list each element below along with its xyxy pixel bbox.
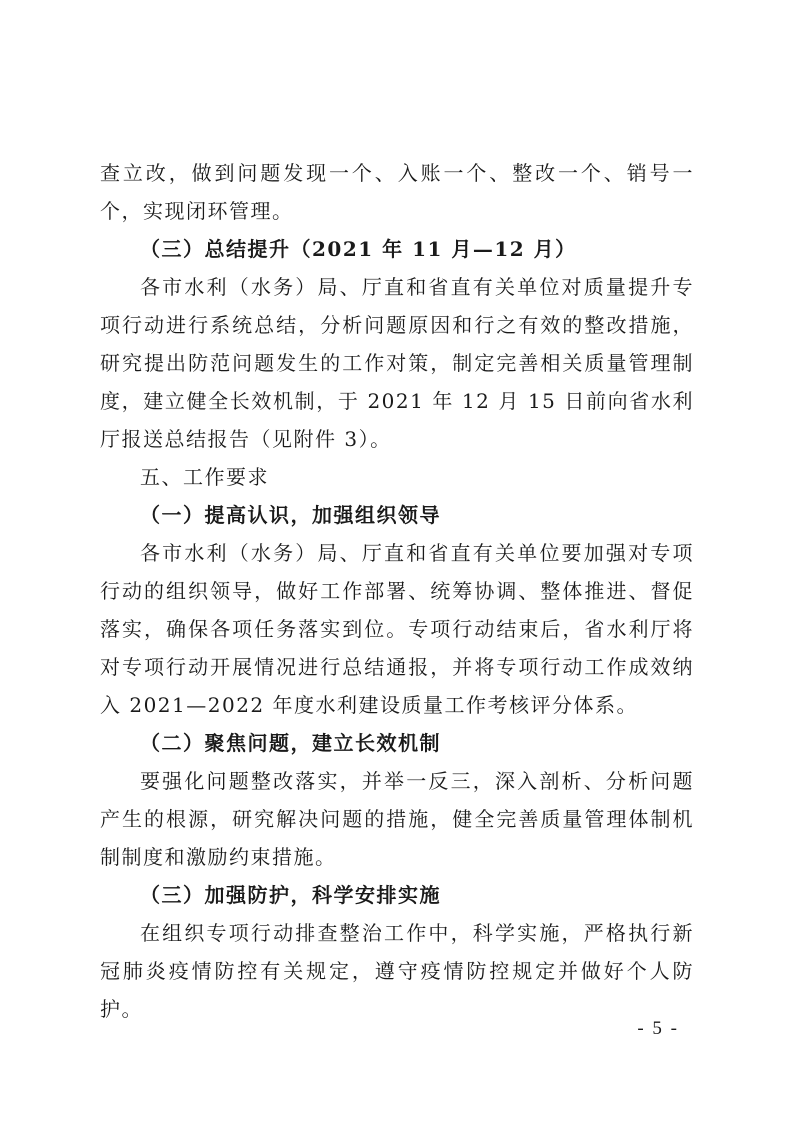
paragraph-organization-leadership: 各市水利（水务）局、厅直和省直有关单位要加强对专项行动的组织领导，做好工作部署、统筹协调、整体推进、督促落实，确保各项任务落实到位。专项行动结束后，省水利厅将对专项行动开展情况进行总结通报，并将专项行动工作成效纳入 2021—2022 年度水利建设质量工作考核评分体系。 (100, 541, 694, 717)
paragraph-summary: 各市水利（水务）局、厅直和省直有关单位对质量提升专项行动进行系统总结，分析问题原因和行之有效的整改措施，研究提出防范问题发生的工作对策，制定完善相关质量管理制度，建立健全长效机制，于 2021 年 12 月 15 日前向省水利厅报送总结报告（见附件 3）。 (100, 275, 694, 451)
page-number: - 5 - (637, 1018, 679, 1039)
subheading-summary-improvement: （三）总结提升（2021 年 11 月—12 月） (140, 237, 577, 261)
document-body (100, 154, 694, 1028)
paragraph-long-term-mechanism: 要强化问题整改落实，并举一反三，深入剖析、分析问题产生的根源，研究解决问题的措施，健全完善质量管理体制机制制度和激励约束措施。 (100, 769, 694, 869)
subheading-strengthen-protection: （三）加强防护，科学安排实施 (140, 883, 441, 907)
paragraph-continuation: 查立改，做到问题发现一个、入账一个、整改一个、销号一个，实现闭环管理。 (100, 161, 694, 223)
section-heading-work-requirements: 五、工作要求 (140, 465, 269, 489)
subheading-raise-awareness: （一）提高认识，加强组织领导 (140, 503, 441, 527)
subheading-focus-problems: （二）聚焦问题，建立长效机制 (140, 731, 441, 755)
paragraph-epidemic-protection: 在组织专项行动排查整治工作中，科学实施，严格执行新冠肺炎疫情防控有关规定，遵守疫情防控规定并做好个人防护。 (100, 921, 694, 1021)
